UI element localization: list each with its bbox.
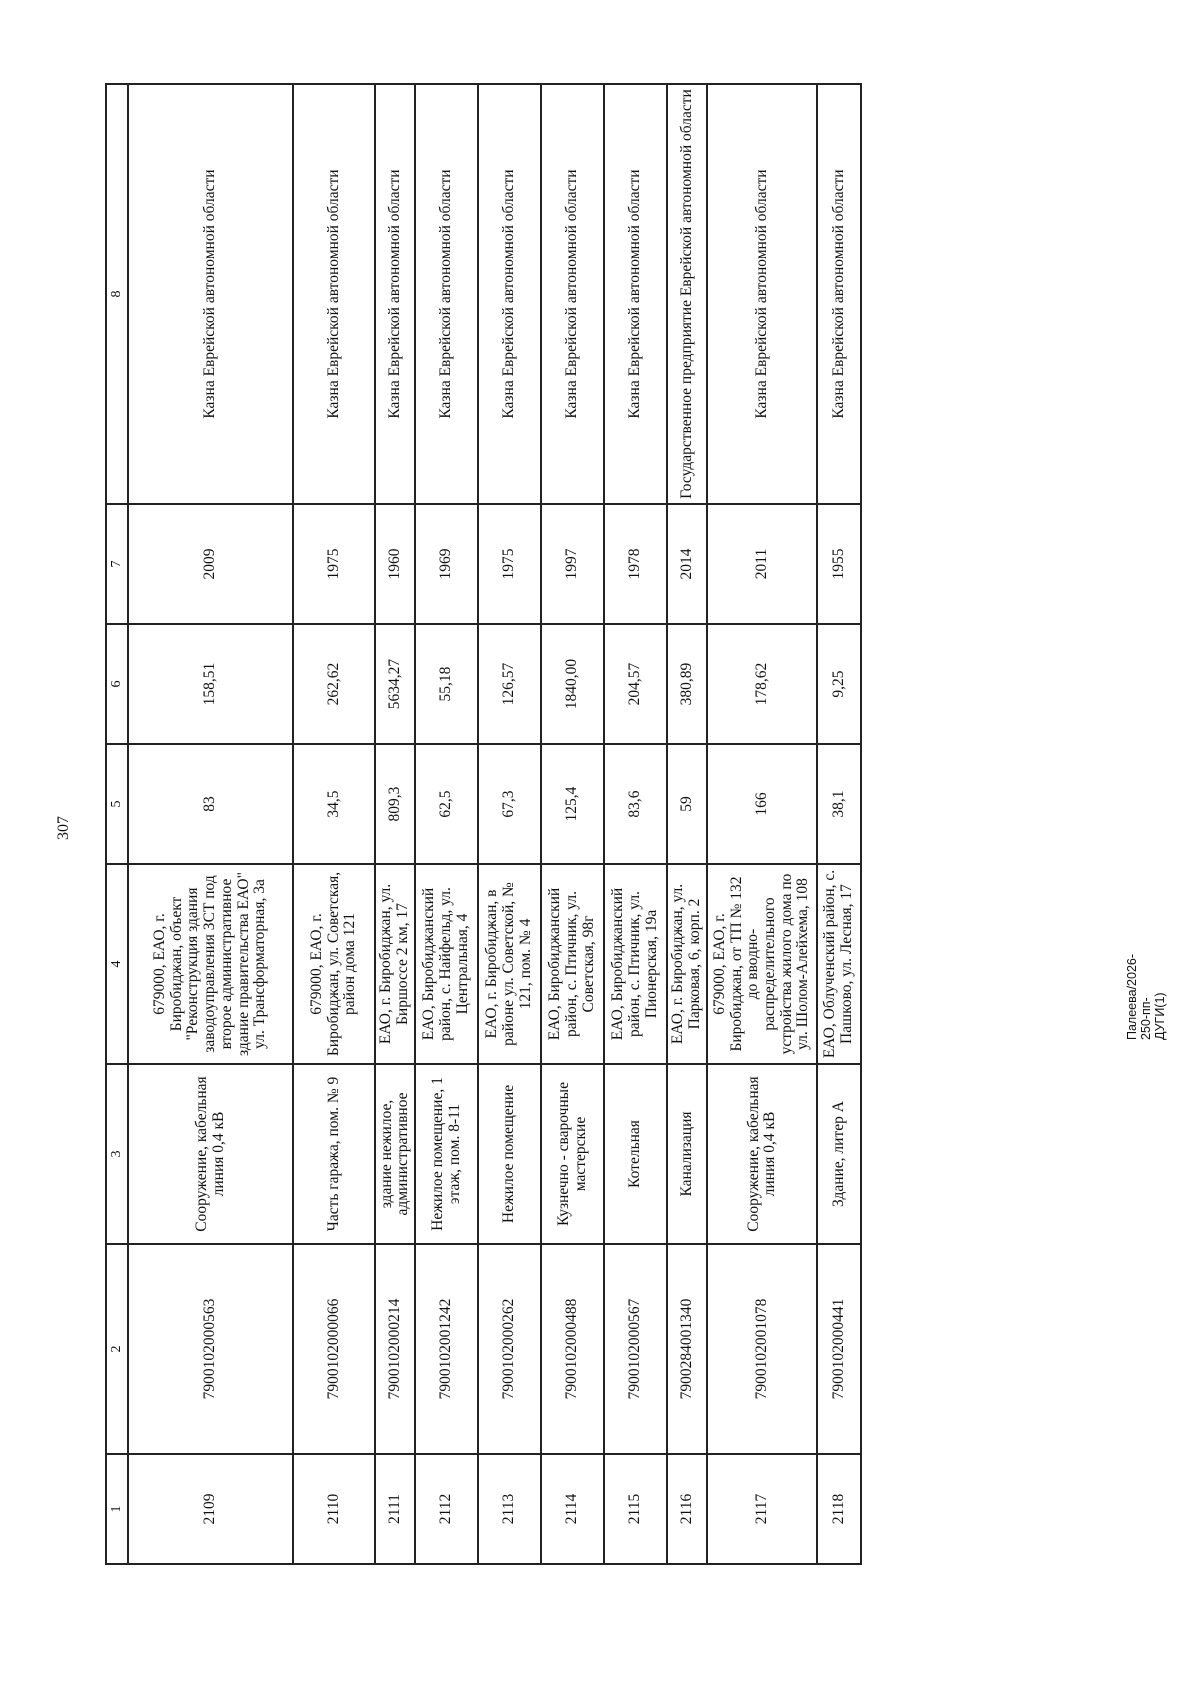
column-header: 4 [106, 864, 128, 1064]
year-value: 2009 [128, 504, 293, 624]
document-footer-reference: Палеева/2026-250-пп-ДУГИ(1) [1125, 953, 1167, 1040]
table-row [817, 84, 861, 1564]
column-5-value: 83 [128, 744, 293, 864]
column-header: 1 [106, 1454, 128, 1564]
owner-value: Казна Еврейской автономной области [293, 84, 375, 504]
row-number: 2111 [375, 1454, 415, 1564]
cadastral-number: 7900102000262 [478, 1244, 541, 1454]
year-value: 1978 [604, 504, 667, 624]
column-5-value: 125,4 [541, 744, 604, 864]
year-value: 1997 [541, 504, 604, 624]
row-number: 2115 [604, 1454, 667, 1564]
object-address: 679000, ЕАО, г. Биробиджан, от ТП № 132 до вводно-распределительного устройства жилого дома по ул. Шолом-Алейхема, 108 [707, 864, 817, 1064]
cadastral-number: 7900102000488 [541, 1244, 604, 1454]
row-number: 2113 [478, 1454, 541, 1564]
column-header: 3 [106, 1064, 128, 1244]
column-header: 5 [106, 744, 128, 864]
row-number: 2112 [415, 1454, 478, 1564]
year-value: 1975 [293, 504, 375, 624]
column-6-value: 126,57 [478, 624, 541, 744]
owner-value: Казна Еврейской автономной области [415, 84, 478, 504]
column-6-value: 178,62 [707, 624, 817, 744]
object-name: Котельная [604, 1064, 667, 1244]
column-6-value: 5634,27 [375, 624, 415, 744]
column-5-value: 67,3 [478, 744, 541, 864]
table-row [128, 84, 293, 1564]
column-6-value: 55,18 [415, 624, 478, 744]
owner-value: Казна Еврейской автономной области [375, 84, 415, 504]
column-6-value: 262,62 [293, 624, 375, 744]
rotated-table-wrapper [105, 85, 855, 1565]
cadastral-number: 7900102000214 [375, 1244, 415, 1454]
column-header: 8 [106, 84, 128, 504]
table-row [293, 84, 375, 1564]
table-row [604, 84, 667, 1564]
table-row [667, 84, 707, 1564]
column-5-value: 62,5 [415, 744, 478, 864]
object-address: ЕАО, Биробиджанский район, с. Найфельд, ул. Центральная, 4 [415, 864, 478, 1064]
object-name: Нежилое помещение [478, 1064, 541, 1244]
row-number: 2114 [541, 1454, 604, 1564]
year-value: 1975 [478, 504, 541, 624]
object-name: Кузнечно - сварочные мастерские [541, 1064, 604, 1244]
owner-value: Казна Еврейской автономной области [128, 84, 293, 504]
property-registry-table [105, 83, 862, 1565]
cadastral-number: 7900102000563 [128, 1244, 293, 1454]
column-header: 6 [106, 624, 128, 744]
year-value: 2014 [667, 504, 707, 624]
owner-value: Казна Еврейской автономной области [604, 84, 667, 504]
object-address: ЕАО, г. Биробиджан, в районе ул. Советской, № 121, пом. № 4 [478, 864, 541, 1064]
object-name: здание нежилое, административное [375, 1064, 415, 1244]
table-row [541, 84, 604, 1564]
page-number: 307 [55, 816, 72, 840]
object-name: Здание, литер А [817, 1064, 861, 1244]
cadastral-number: 7900102001078 [707, 1244, 817, 1454]
object-address: ЕАО, Облученский район, с. Пашково, ул. Лесная, 17 [817, 864, 861, 1064]
row-number: 2118 [817, 1454, 861, 1564]
owner-value: Государственное предприятие Еврейской автономной области [667, 84, 707, 504]
row-number: 2116 [667, 1454, 707, 1564]
column-5-value: 809,3 [375, 744, 415, 864]
table-row [375, 84, 415, 1564]
year-value: 2011 [707, 504, 817, 624]
owner-value: Казна Еврейской автономной области [541, 84, 604, 504]
object-address: 679000, ЕАО, г. Биробиджан, объект "Реконструкция здания заводоуправления ЗСТ под второе административное здание правительства ЕАО" ул. Трансформаторная, 3а [128, 864, 293, 1064]
cadastral-number: 7900102000066 [293, 1244, 375, 1454]
cadastral-number: 7900102001242 [415, 1244, 478, 1454]
table-row [707, 84, 817, 1564]
header-row [106, 84, 128, 1564]
object-address: 679000, ЕАО, г. Биробиджан, ул. Советская, район дома 121 [293, 864, 375, 1064]
object-name: Часть гаража, пом. № 9 [293, 1064, 375, 1244]
year-value: 1969 [415, 504, 478, 624]
owner-value: Казна Еврейской автономной области [707, 84, 817, 504]
column-5-value: 38,1 [817, 744, 861, 864]
year-value: 1955 [817, 504, 861, 624]
column-header: 7 [106, 504, 128, 624]
object-address: ЕАО, Биробиджанский район, с. Птичник, ул. Пионерская, 19а [604, 864, 667, 1064]
table-row [415, 84, 478, 1564]
row-number: 2117 [707, 1454, 817, 1564]
column-6-value: 1840,00 [541, 624, 604, 744]
column-5-value: 34,5 [293, 744, 375, 864]
column-header: 2 [106, 1244, 128, 1454]
column-6-value: 158,51 [128, 624, 293, 744]
table-row [478, 84, 541, 1564]
column-5-value: 166 [707, 744, 817, 864]
cadastral-number: 7900102000441 [817, 1244, 861, 1454]
column-5-value: 59 [667, 744, 707, 864]
cadastral-number: 7900102000567 [604, 1244, 667, 1454]
object-name: Нежилое помещение, 1 этаж, пом. 8-11 [415, 1064, 478, 1244]
object-name: Сооружение, кабельная линия 0,4 кВ [128, 1064, 293, 1244]
column-6-value: 380,89 [667, 624, 707, 744]
object-address: ЕАО, г. Биробиджан, ул. Парковая, 6, корп. 2 [667, 864, 707, 1064]
column-6-value: 9,25 [817, 624, 861, 744]
object-address: ЕАО, Биробиджанский район, с. Птичник, ул. Советская, 98г [541, 864, 604, 1064]
owner-value: Казна Еврейской автономной области [817, 84, 861, 504]
row-number: 2110 [293, 1454, 375, 1564]
year-value: 1960 [375, 504, 415, 624]
column-5-value: 83,6 [604, 744, 667, 864]
column-6-value: 204,57 [604, 624, 667, 744]
object-address: ЕАО, г. Биробиджан, ул. Биршоссе 2 км, 17 [375, 864, 415, 1064]
object-name: Канализация [667, 1064, 707, 1244]
object-name: Сооружение, кабельная линия 0,4 кВ [707, 1064, 817, 1244]
row-number: 2109 [128, 1454, 293, 1564]
owner-value: Казна Еврейской автономной области [478, 84, 541, 504]
cadastral-number: 7900284001340 [667, 1244, 707, 1454]
